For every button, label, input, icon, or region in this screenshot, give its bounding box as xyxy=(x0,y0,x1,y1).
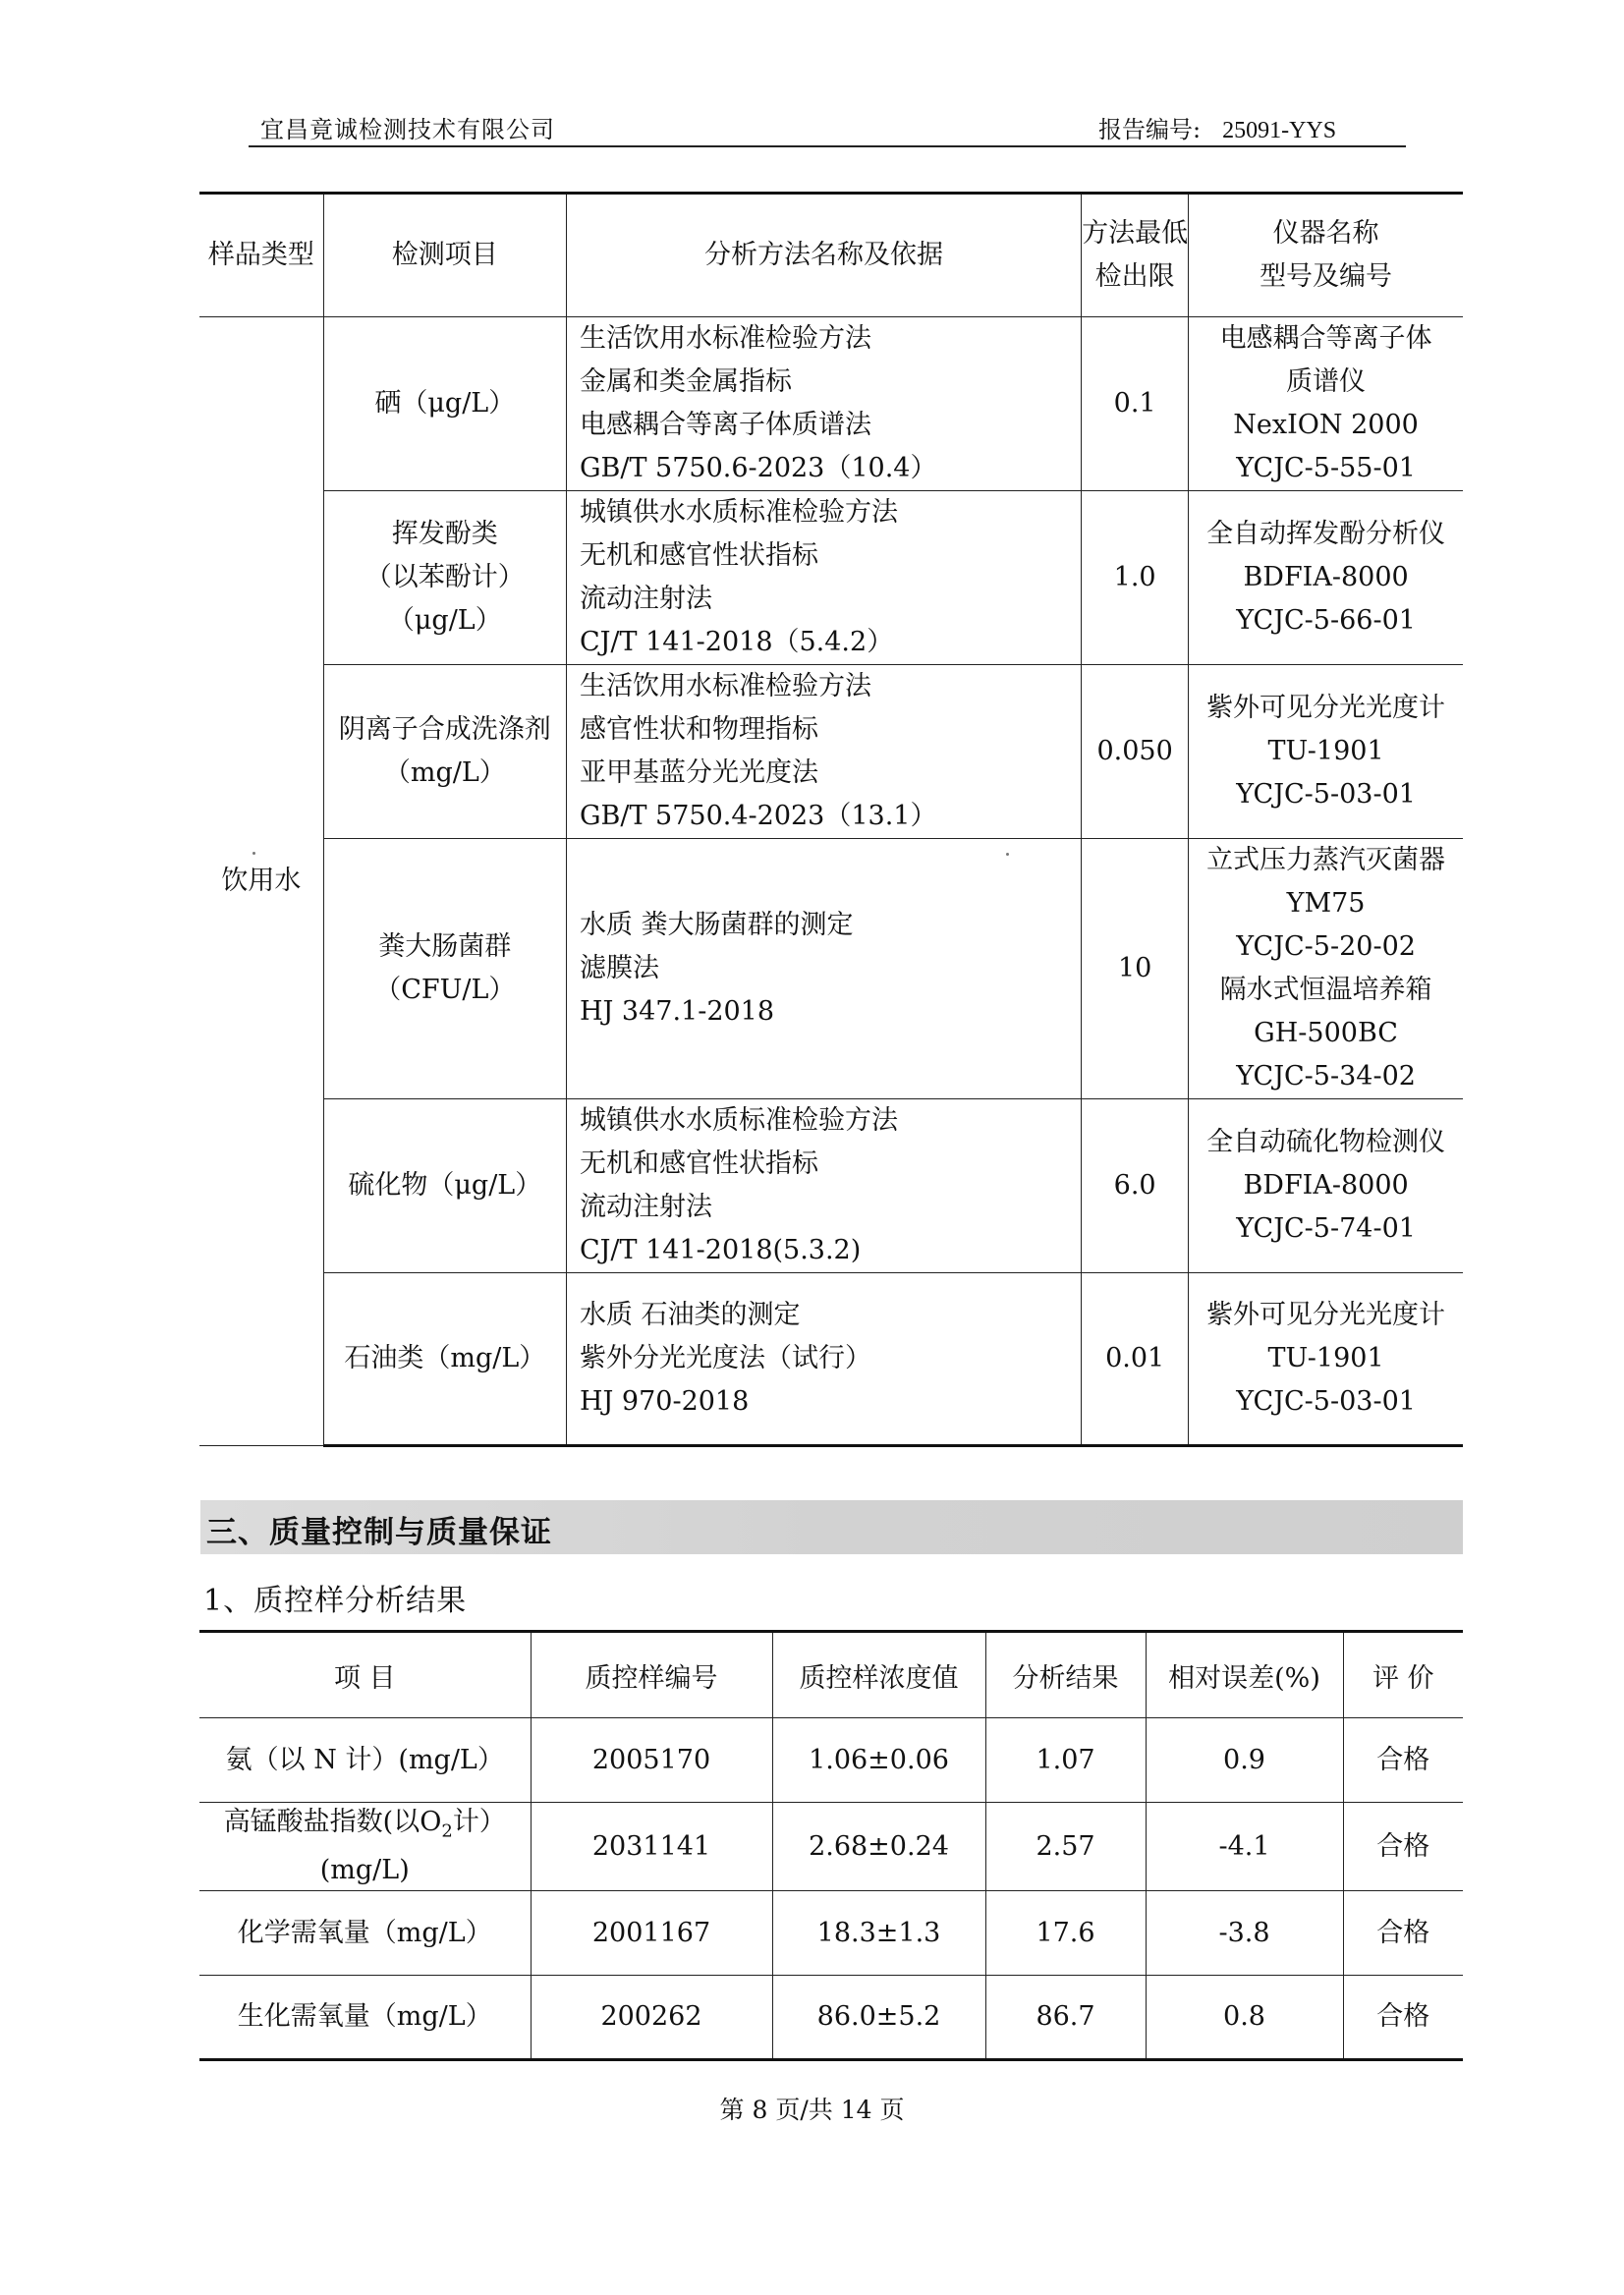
instrument-line: TU-1901 xyxy=(1267,1343,1384,1373)
qc-result-cell: 86.7 xyxy=(985,1976,1146,2060)
qc-item-cell xyxy=(199,1976,531,2060)
method-cell xyxy=(566,317,1081,491)
detection-limit-cell: 1.0 xyxy=(1082,491,1189,665)
instrument-line: 紫外可见分光光度计 xyxy=(1206,1300,1446,1330)
report-number-label: 报告编号: xyxy=(1098,116,1202,143)
qc-eval-cell: 合格 xyxy=(1343,1718,1463,1803)
methods-row xyxy=(199,317,1463,491)
qc-id-cell: 200262 xyxy=(531,1976,772,2060)
instrument-line: 紫外可见分光光度计 xyxy=(1206,693,1446,723)
method-cell xyxy=(566,839,1081,1099)
method-line: HJ 347.1-2018 xyxy=(579,996,775,1027)
qc-table xyxy=(199,1630,1463,2061)
qc-item-cell xyxy=(199,1718,531,1803)
instrument-line: BDFIA-8000 xyxy=(1243,1170,1409,1201)
qc-header-result: 分析结果 xyxy=(985,1632,1146,1718)
instrument-line: YCJC-5-20-02 xyxy=(1236,931,1416,962)
test-item-line: 粪大肠菌群 xyxy=(378,931,512,962)
qc-error-cell: -3.8 xyxy=(1146,1891,1343,1976)
header-detection-limit xyxy=(1082,194,1189,317)
instrument-cell xyxy=(1189,1099,1463,1273)
methods-row xyxy=(199,1273,1463,1446)
instrument-cell xyxy=(1189,1273,1463,1446)
detection-limit-cell: 0.050 xyxy=(1082,665,1189,839)
method-cell xyxy=(566,665,1081,839)
subsection-title: 1、质控样分析结果 xyxy=(203,1584,468,1618)
methods-header-row xyxy=(199,194,1463,317)
instrument-line: NexION 2000 xyxy=(1233,410,1419,440)
qc-item-line: (mg/L) xyxy=(319,1855,410,1886)
instrument-line: GH-500BC xyxy=(1254,1018,1398,1048)
header-instrument-line: 型号及编号 xyxy=(1260,261,1393,292)
test-item-line: 石油类（mg/L） xyxy=(344,1343,546,1373)
qc-eval-cell: 合格 xyxy=(1343,1803,1463,1891)
test-item-cell xyxy=(323,1273,566,1446)
test-item-cell xyxy=(323,491,566,665)
method-line: 流动注射法 xyxy=(579,584,712,614)
method-line: 城镇供水水质标准检验方法 xyxy=(579,497,898,528)
qc-conc-cell: 86.0±5.2 xyxy=(772,1976,985,2060)
qc-item-text: 高锰酸盐指数(以O xyxy=(223,1807,442,1837)
qc-item-line: 氨（以 N 计）(mg/L） xyxy=(225,1744,504,1775)
detection-limit-cell: 6.0 xyxy=(1082,1099,1189,1273)
test-item-line: 挥发酚类 xyxy=(391,519,498,549)
test-item-cell xyxy=(323,839,566,1099)
instrument-line: BDFIA-8000 xyxy=(1243,562,1409,592)
report-number-block xyxy=(1098,110,1336,144)
instrument-cell xyxy=(1189,491,1463,665)
qc-result-cell: 17.6 xyxy=(985,1891,1146,1976)
method-line: 生活饮用水标准检验方法 xyxy=(579,323,871,354)
qc-id-cell: 2005170 xyxy=(531,1718,772,1803)
test-item-line: 硫化物（μg/L） xyxy=(348,1170,542,1201)
instrument-line: 立式压力蒸汽灭菌器 xyxy=(1206,845,1446,875)
method-line: GB/T 5750.4-2023（13.1） xyxy=(579,801,937,831)
test-item-line: （以苯酚计） xyxy=(364,562,525,592)
method-line: 生活饮用水标准检验方法 xyxy=(579,671,871,701)
method-line: 感官性状和物理指标 xyxy=(579,714,818,745)
qc-conc-cell: 2.68±0.24 xyxy=(772,1803,985,1891)
instrument-cell xyxy=(1189,665,1463,839)
qc-header-eval: 评 价 xyxy=(1343,1632,1463,1718)
method-line: 城镇供水水质标准检验方法 xyxy=(579,1105,898,1136)
instrument-line: TU-1901 xyxy=(1267,736,1384,766)
method-line: 流动注射法 xyxy=(579,1192,712,1222)
instrument-line: 全自动挥发酚分析仪 xyxy=(1206,519,1446,549)
qc-item-line: 生化需氧量（mg/L） xyxy=(237,2001,492,2033)
method-line: 紫外分光光度法（试行） xyxy=(579,1343,871,1373)
methods-table xyxy=(199,192,1463,1447)
method-cell xyxy=(566,491,1081,665)
qc-eval-cell: 合格 xyxy=(1343,1891,1463,1976)
qc-row xyxy=(199,1718,1463,1803)
qc-error-cell: 0.9 xyxy=(1146,1718,1343,1803)
methods-row xyxy=(199,665,1463,839)
report-number: 25091-YYS xyxy=(1222,118,1337,143)
method-line: 水质 石油类的测定 xyxy=(579,1300,801,1330)
header-instrument xyxy=(1189,194,1463,317)
test-item-line: （mg/L） xyxy=(383,757,506,788)
qc-header-error: 相对误差(%) xyxy=(1146,1632,1343,1718)
instrument-line: YM75 xyxy=(1286,888,1366,919)
qc-conc-cell: 1.06±0.06 xyxy=(772,1718,985,1803)
instrument-line: YCJC-5-34-02 xyxy=(1236,1061,1416,1092)
section-title: 三、质量控制与质量保证 xyxy=(206,1515,552,1550)
method-cell xyxy=(566,1099,1081,1273)
qc-id-cell: 2001167 xyxy=(531,1891,772,1976)
method-line: 金属和类金属指标 xyxy=(579,366,792,397)
detection-limit-cell: 10 xyxy=(1082,839,1189,1099)
header-limit-line: 检出限 xyxy=(1094,261,1175,292)
header-limit-line: 方法最低 xyxy=(1082,218,1189,249)
detection-limit-cell: 0.1 xyxy=(1082,317,1189,491)
qc-header-row xyxy=(199,1632,1463,1718)
test-item-line: 硒（μg/L） xyxy=(374,388,516,419)
qc-header-conc: 质控样浓度值 xyxy=(772,1632,985,1718)
instrument-line: 全自动硫化物检测仪 xyxy=(1206,1127,1446,1157)
detection-limit-cell: 0.01 xyxy=(1082,1273,1189,1446)
instrument-line: YCJC-5-03-01 xyxy=(1236,779,1416,810)
header-sample-type: 样品类型 xyxy=(199,194,323,317)
instrument-line: YCJC-5-03-01 xyxy=(1236,1386,1416,1417)
header-method: 分析方法名称及依据 xyxy=(566,194,1081,317)
method-cell xyxy=(566,1273,1081,1446)
qc-eval-cell: 合格 xyxy=(1343,1976,1463,2060)
qc-id-cell: 2031141 xyxy=(531,1803,772,1891)
header-divider xyxy=(249,145,1406,147)
test-item-cell xyxy=(323,317,566,491)
scan-speck xyxy=(1006,853,1009,856)
method-line: 电感耦合等离子体质谱法 xyxy=(579,410,871,440)
scan-speck xyxy=(252,852,255,855)
qc-item-line: 化学需氧量（mg/L） xyxy=(237,1917,492,1948)
qc-conc-cell: 18.3±1.3 xyxy=(772,1891,985,1976)
qc-item-text: 计） xyxy=(452,1807,506,1837)
method-line: 滤膜法 xyxy=(579,953,659,983)
method-line: GB/T 5750.6-2023（10.4） xyxy=(579,453,937,483)
qc-header-item: 项 目 xyxy=(199,1632,531,1718)
method-line: 无机和感官性状指标 xyxy=(579,1148,818,1179)
method-line: 无机和感官性状指标 xyxy=(579,540,818,571)
method-line: CJ/T 141-2018（5.4.2） xyxy=(579,627,894,657)
instrument-line: YCJC-5-66-01 xyxy=(1236,605,1416,636)
instrument-line: 电感耦合等离子体 xyxy=(1219,323,1432,354)
instrument-cell xyxy=(1189,839,1463,1099)
test-item-cell xyxy=(323,665,566,839)
qc-error-cell: 0.8 xyxy=(1146,1976,1343,2060)
qc-item-line xyxy=(199,1803,531,1851)
instrument-cell xyxy=(1189,317,1463,491)
qc-item-cell xyxy=(199,1803,531,1891)
instrument-line: YCJC-5-74-01 xyxy=(1236,1213,1416,1244)
qc-result-cell: 2.57 xyxy=(985,1803,1146,1891)
method-line: 亚甲基蓝分光光度法 xyxy=(579,757,818,788)
page-footer: 第 8 页/共 14 页 xyxy=(719,2096,905,2124)
sample-type-cell: 饮用水 xyxy=(199,317,323,1446)
methods-row xyxy=(199,491,1463,665)
qc-row xyxy=(199,1891,1463,1976)
test-item-line: （μg/L） xyxy=(387,605,502,636)
qc-header-id: 质控样编号 xyxy=(531,1632,772,1718)
method-line: 水质 粪大肠菌群的测定 xyxy=(579,910,854,940)
header-instrument-line: 仪器名称 xyxy=(1272,218,1379,249)
test-item-cell xyxy=(323,1099,566,1273)
method-line: CJ/T 141-2018(5.3.2) xyxy=(579,1235,862,1265)
methods-row xyxy=(199,839,1463,1099)
test-item-line: 阴离子合成洗涤剂 xyxy=(338,714,551,745)
header-test-item: 检测项目 xyxy=(323,194,566,317)
instrument-line: 隔水式恒温培养箱 xyxy=(1219,975,1432,1005)
method-line: HJ 970-2018 xyxy=(579,1386,750,1417)
test-item-line: （CFU/L） xyxy=(374,975,516,1005)
qc-error-cell: -4.1 xyxy=(1146,1803,1343,1891)
company-name: 宜昌竟诚检测技术有限公司 xyxy=(260,116,555,143)
qc-row xyxy=(199,1803,1463,1891)
instrument-line: YCJC-5-55-01 xyxy=(1236,453,1416,483)
qc-item-subscript: 2 xyxy=(441,1820,453,1842)
qc-result-cell: 1.07 xyxy=(985,1718,1146,1803)
instrument-line: 质谱仪 xyxy=(1286,366,1367,397)
qc-item-cell xyxy=(199,1891,531,1976)
methods-row xyxy=(199,1099,1463,1273)
qc-row xyxy=(199,1976,1463,2060)
